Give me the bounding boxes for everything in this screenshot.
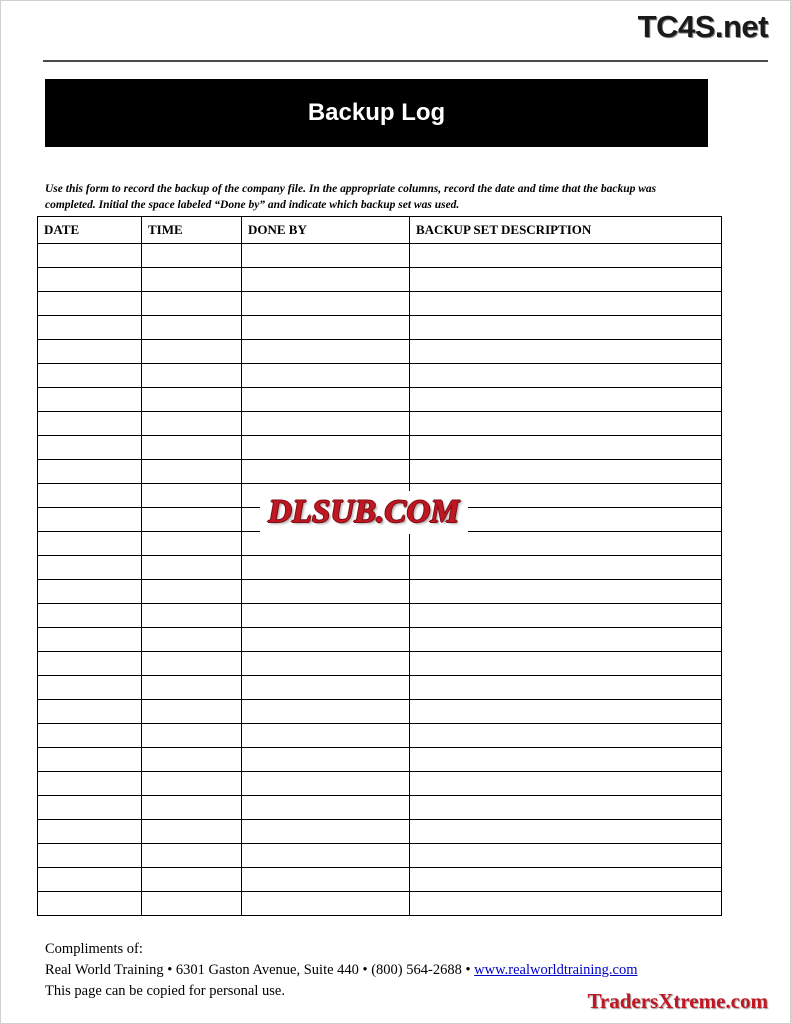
table-cell-done-by[interactable] — [242, 532, 410, 556]
table-cell-description[interactable] — [410, 292, 722, 316]
table-row — [38, 436, 722, 460]
table-cell-date[interactable] — [38, 268, 142, 292]
table-cell-description[interactable] — [410, 820, 722, 844]
table-cell-done-by[interactable] — [242, 580, 410, 604]
table-cell-done-by[interactable] — [242, 292, 410, 316]
table-row — [38, 748, 722, 772]
table-cell-done-by[interactable] — [242, 628, 410, 652]
table-cell-date[interactable] — [38, 460, 142, 484]
table-cell-done-by[interactable] — [242, 460, 410, 484]
table-row — [38, 580, 722, 604]
table-cell-date[interactable] — [38, 724, 142, 748]
table-row — [38, 268, 722, 292]
table-cell-time[interactable] — [142, 556, 242, 580]
table-cell-date[interactable] — [38, 340, 142, 364]
table-cell-description[interactable] — [410, 244, 722, 268]
table-cell-done-by[interactable] — [242, 340, 410, 364]
table-row — [38, 292, 722, 316]
table-cell-description[interactable] — [410, 388, 722, 412]
table-cell-time[interactable] — [142, 268, 242, 292]
table-row — [38, 532, 722, 556]
table-cell-date[interactable] — [38, 508, 142, 532]
table-cell-description[interactable] — [410, 580, 722, 604]
table-cell-time[interactable] — [142, 748, 242, 772]
table-cell-time[interactable] — [142, 484, 242, 508]
table-cell-date[interactable] — [38, 556, 142, 580]
header-divider — [43, 60, 768, 62]
table-row — [38, 820, 722, 844]
table-cell-date[interactable] — [38, 580, 142, 604]
table-cell-description[interactable] — [410, 892, 722, 916]
table-cell-description[interactable] — [410, 724, 722, 748]
table-cell-date[interactable] — [38, 412, 142, 436]
table-row — [38, 892, 722, 916]
table-cell-done-by[interactable] — [242, 772, 410, 796]
table-row — [38, 460, 722, 484]
table-cell-date[interactable] — [38, 316, 142, 340]
table-cell-description[interactable] — [410, 676, 722, 700]
table-cell-done-by[interactable] — [242, 868, 410, 892]
table-cell-description[interactable] — [410, 628, 722, 652]
table-cell-done-by[interactable] — [242, 364, 410, 388]
table-cell-date[interactable] — [38, 748, 142, 772]
table-cell-time[interactable] — [142, 844, 242, 868]
table-cell-date[interactable] — [38, 532, 142, 556]
table-cell-description[interactable] — [410, 316, 722, 340]
table-cell-description[interactable] — [410, 364, 722, 388]
table-cell-time[interactable] — [142, 676, 242, 700]
table-header — [38, 217, 722, 244]
table-cell-time[interactable] — [142, 532, 242, 556]
table-cell-time[interactable] — [142, 460, 242, 484]
table-cell-done-by[interactable] — [242, 652, 410, 676]
table-cell-description[interactable] — [410, 532, 722, 556]
table-row — [38, 724, 722, 748]
table-row — [38, 844, 722, 868]
table-row — [38, 676, 722, 700]
table-cell-date[interactable] — [38, 604, 142, 628]
page-title: Backup Log — [307, 99, 446, 126]
table-cell-done-by[interactable] — [242, 556, 410, 580]
table-row — [38, 340, 722, 364]
column-header-time: TIME — [142, 217, 242, 244]
table-cell-description[interactable] — [410, 796, 722, 820]
table-cell-date[interactable] — [38, 436, 142, 460]
table-cell-time[interactable] — [142, 364, 242, 388]
table-cell-done-by[interactable] — [242, 412, 410, 436]
table-cell-description[interactable] — [410, 700, 722, 724]
footer-contact-text: Real World Training • 6301 Gaston Avenue, Suite 440 • (800) 564-2688 • — [45, 962, 475, 978]
table-cell-time[interactable] — [142, 604, 242, 628]
table-cell-time[interactable] — [142, 724, 242, 748]
column-header-done-by: DONE BY — [242, 217, 410, 244]
table-cell-time[interactable] — [142, 652, 242, 676]
table-row — [38, 868, 722, 892]
table-cell-done-by[interactable] — [242, 748, 410, 772]
table-cell-time[interactable] — [142, 340, 242, 364]
table-row — [38, 772, 722, 796]
table-cell-date[interactable] — [38, 676, 142, 700]
table-cell-date[interactable] — [38, 892, 142, 916]
table-cell-date[interactable] — [38, 292, 142, 316]
table-cell-time[interactable] — [142, 796, 242, 820]
table-cell-time[interactable] — [142, 580, 242, 604]
table-cell-date[interactable] — [38, 652, 142, 676]
table-cell-description[interactable] — [410, 412, 722, 436]
footer-website-link[interactable]: www.realworldtraining.com — [474, 962, 638, 978]
table-cell-time[interactable] — [142, 388, 242, 412]
table-cell-time[interactable] — [142, 292, 242, 316]
table-cell-done-by[interactable] — [242, 244, 410, 268]
table-cell-done-by[interactable] — [242, 724, 410, 748]
table-cell-done-by[interactable] — [242, 268, 410, 292]
table-cell-description[interactable] — [410, 868, 722, 892]
table-cell-time[interactable] — [142, 700, 242, 724]
table-cell-time[interactable] — [142, 316, 242, 340]
table-header-row — [38, 217, 722, 244]
table-cell-done-by[interactable] — [242, 316, 410, 340]
table-cell-date[interactable] — [38, 844, 142, 868]
table-cell-date[interactable] — [38, 628, 142, 652]
table-row — [38, 556, 722, 580]
backup-log-table — [37, 216, 722, 916]
table-cell-time[interactable] — [142, 244, 242, 268]
table-cell-date[interactable] — [38, 364, 142, 388]
table-cell-date[interactable] — [38, 820, 142, 844]
table-cell-date[interactable] — [38, 772, 142, 796]
table-cell-done-by[interactable] — [242, 796, 410, 820]
table-cell-done-by[interactable] — [242, 892, 410, 916]
watermark-label: DLSUB.COM — [260, 491, 468, 534]
table-cell-description[interactable] — [410, 340, 722, 364]
brand-bottom-logo: TradersXtreme.com — [587, 989, 768, 1013]
instructions-text: Use this form to record the backup of the company file. In the appropriate columns, record the date and time that the backup was completed. Initial the space labeled “Done by” and indicate which backup set was used. — [45, 182, 657, 211]
table-cell-time[interactable] — [142, 628, 242, 652]
footer-line-usage: This page can be copied for personal use. — [45, 983, 285, 999]
table-cell-date[interactable] — [38, 796, 142, 820]
footer-line-contact — [45, 960, 745, 981]
table-cell-date[interactable] — [38, 388, 142, 412]
table-cell-time[interactable] — [142, 772, 242, 796]
table-row — [38, 316, 722, 340]
table-cell-time[interactable] — [142, 892, 242, 916]
table-cell-description[interactable] — [410, 652, 722, 676]
table-cell-done-by[interactable] — [242, 844, 410, 868]
title-banner — [45, 79, 708, 147]
table-cell-time[interactable] — [142, 820, 242, 844]
table-body — [38, 244, 722, 916]
column-header-date: DATE — [38, 217, 142, 244]
table-cell-done-by[interactable] — [242, 604, 410, 628]
table-cell-done-by[interactable] — [242, 820, 410, 844]
table-row — [38, 244, 722, 268]
table-cell-time[interactable] — [142, 508, 242, 532]
table-cell-description[interactable] — [410, 604, 722, 628]
footer-line-compliments: Compliments of: — [45, 941, 143, 957]
table-cell-done-by[interactable] — [242, 388, 410, 412]
table-cell-date[interactable] — [38, 484, 142, 508]
table-row — [38, 700, 722, 724]
table-cell-date[interactable] — [38, 244, 142, 268]
table-cell-time[interactable] — [142, 412, 242, 436]
table-row — [38, 364, 722, 388]
table-cell-description[interactable] — [410, 772, 722, 796]
table-cell-description[interactable] — [410, 436, 722, 460]
table-cell-time[interactable] — [142, 868, 242, 892]
table-cell-date[interactable] — [38, 700, 142, 724]
table-row — [38, 628, 722, 652]
table-cell-description[interactable] — [410, 460, 722, 484]
table-cell-description[interactable] — [410, 844, 722, 868]
table-row — [38, 388, 722, 412]
column-header-backup-set-description: BACKUP SET DESCRIPTION — [410, 217, 722, 244]
table-row — [38, 604, 722, 628]
table-cell-date[interactable] — [38, 868, 142, 892]
table-row — [38, 796, 722, 820]
table-cell-time[interactable] — [142, 436, 242, 460]
table-cell-done-by[interactable] — [242, 676, 410, 700]
table-cell-description[interactable] — [410, 268, 722, 292]
table-row — [38, 412, 722, 436]
table-cell-done-by[interactable] — [242, 436, 410, 460]
table-cell-description[interactable] — [410, 556, 722, 580]
table-cell-done-by[interactable] — [242, 700, 410, 724]
table-row — [38, 652, 722, 676]
brand-top-logo: TC4S.net — [637, 9, 768, 44]
table-cell-description[interactable] — [410, 748, 722, 772]
